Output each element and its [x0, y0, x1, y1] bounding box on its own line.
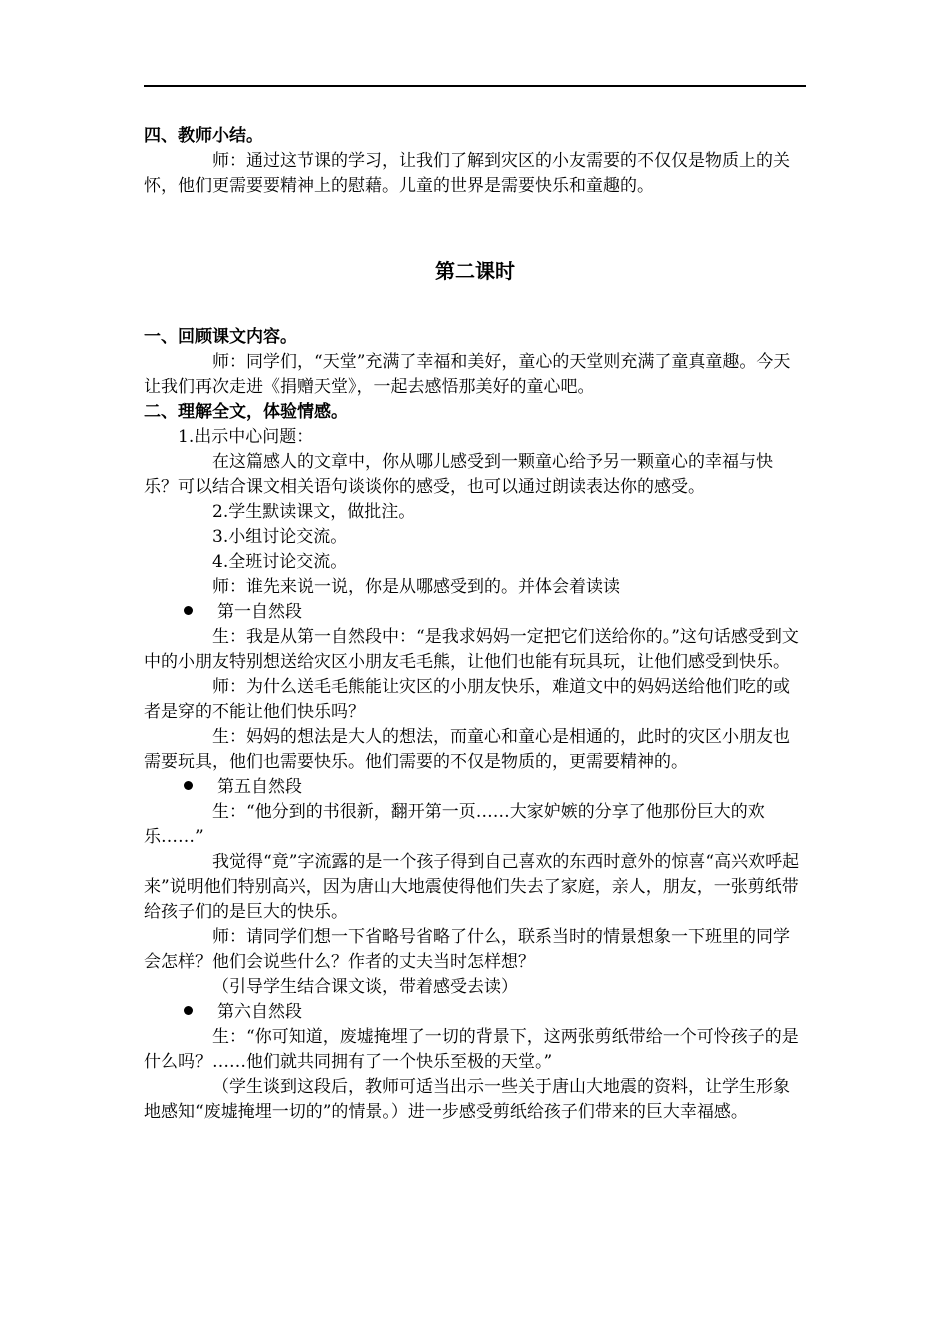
section-four-paragraph: 师：通过这节课的学习，让我们了解到灾区的小友需要的不仅仅是物质上的关怀，他们更需要要精神上的慰藉。儿童的世界是需要快乐和童趣的。	[144, 151, 790, 196]
step-one: 1.出示中心问题：	[178, 427, 314, 447]
student-quote: 生：“他分到的书很新，翻开第一页……大家妒嫉的分享了他那份巨大的欢乐……”	[144, 802, 765, 847]
section-four-heading: 四、教师小结。	[144, 126, 263, 146]
teacher-question: 师：请同学们想一下省略号省略了什么，联系当时的情景想象一下班里的同学会怎样？他们会说些什么？作者的丈夫当时怎样想？	[144, 927, 790, 972]
student-answer: 生：我是从第一自然段中：“是我求妈妈一定把它们送给你的。”这句话感受到文中的小朋友特别想送给灾区小朋友毛毛熊，让他们也能有玩具玩，让他们感受到快乐。	[144, 627, 799, 672]
bullet-label: 第五自然段	[217, 777, 302, 797]
lesson-title: 第二课时	[435, 259, 515, 283]
bullet-label: 第六自然段	[217, 1002, 302, 1022]
student-quote: 生：“你可知道，废墟掩埋了一切的背景下，这两张剪纸带给一个可怜孩子的是什么吗？……他们就共同拥有了一个快乐至极的天堂。”	[144, 1027, 799, 1072]
student-answer: 生：妈妈的想法是大人的想法，而童心和童心是相通的，此时的灾区小朋友也需要玩具，他们也需要快乐。他们需要的不仅是物质的，更需要精神的。	[144, 727, 790, 772]
teacher-prompt: 师：谁先来说一说，你是从哪感受到的。并体会着读读	[212, 577, 620, 597]
step-three: 3.小组讨论交流。	[212, 527, 348, 547]
bullet-label: 第一自然段	[217, 602, 302, 622]
guidance-note: （引导学生结合课文谈，带着感受去读）	[212, 977, 518, 997]
teacher-question: 师：为什么送毛毛熊能让灾区的小朋友快乐，难道文中的妈妈送给他们吃的或者是穿的不能让他们快乐吗？	[144, 677, 790, 722]
step-four: 4.全班讨论交流。	[212, 552, 348, 572]
bullet-paragraph-six	[144, 1000, 806, 1025]
section-one-paragraph: 师：同学们，“天堂”充满了幸福和美好，童心的天堂则充满了童真童趣。今天让我们再次走进《捐赠天堂》，一起去感悟那美好的童心吧。	[144, 352, 791, 397]
bullet-dot-icon	[184, 1006, 193, 1015]
document-body	[144, 124, 806, 1125]
bullet-dot-icon	[184, 606, 193, 615]
section-two-heading: 二、理解全文，体验情感。	[144, 402, 348, 422]
bullet-paragraph-five	[144, 775, 806, 800]
bullet-paragraph-one	[144, 600, 806, 625]
student-answer: 我觉得“竟”字流露的是一个孩子得到自己喜欢的东西时意外的惊喜“高兴欢呼起来”说明他们特别高兴，因为唐山大地震使得他们失去了家庭，亲人，朋友，一张剪纸带给孩子们的是巨大的快乐。	[144, 852, 800, 922]
central-question: 在这篇感人的文章中，你从哪儿感受到一颗童心给予另一颗童心的幸福与快乐？可以结合课文相关语句谈谈你的感受，也可以通过朗读表达你的感受。	[144, 452, 773, 497]
header-rule	[144, 85, 806, 87]
guidance-note: （学生谈到这段后，教师可适当出示一些关于唐山大地震的资料，让学生形象地感知“废墟掩埋一切的”的情景。）进一步感受剪纸给孩子们带来的巨大幸福感。	[144, 1077, 790, 1122]
step-two: 2.学生默读课文，做批注。	[212, 502, 416, 522]
bullet-dot-icon	[184, 781, 193, 790]
section-one-heading: 一、回顾课文内容。	[144, 327, 297, 347]
